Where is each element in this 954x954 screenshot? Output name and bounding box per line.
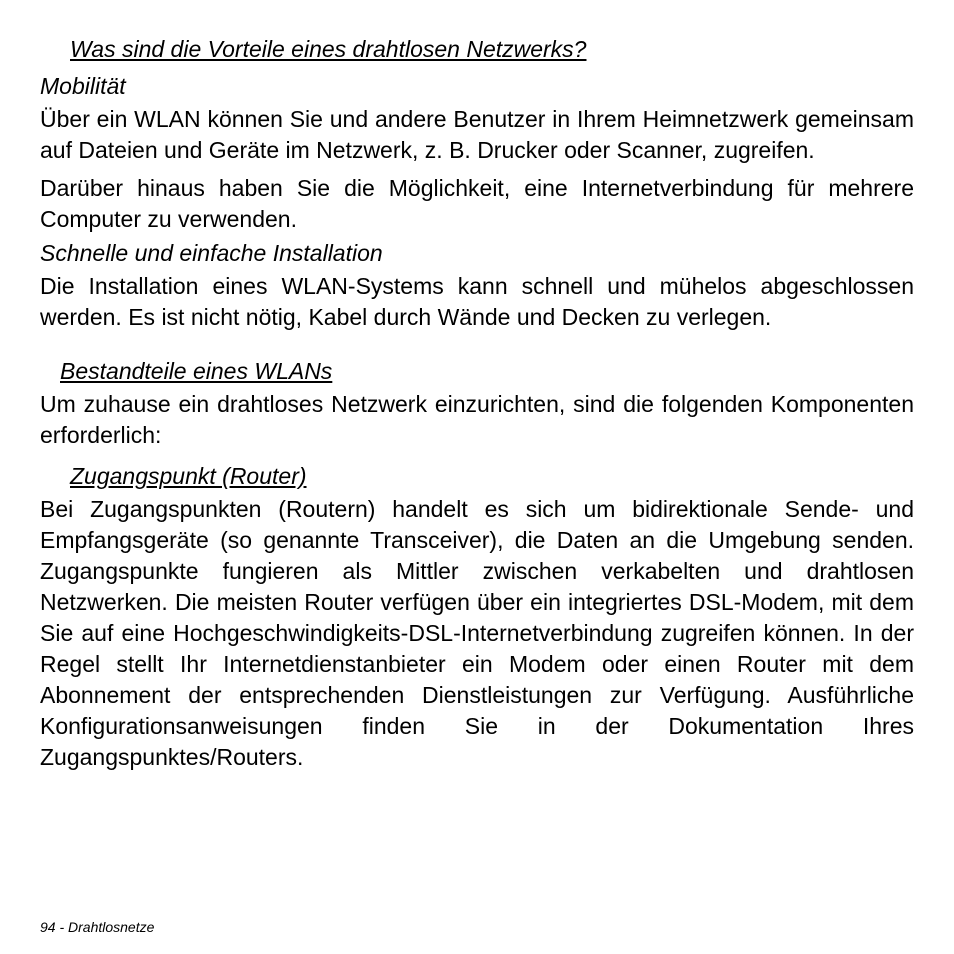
paragraph-mobility-1: Über ein WLAN können Sie und andere Benutzer in Ihrem Heimnetzwerk gemeinsam auf Dateien und Geräte im Netzwerk, z. B. Drucker oder Scanner, zugreifen. — [40, 106, 914, 163]
heading-wlan-components: Bestandteile eines WLANs — [60, 358, 333, 384]
heading-mobility: Mobilität — [40, 73, 126, 99]
heading-router: Zugangspunkt (Router) — [70, 463, 307, 489]
paragraph-router: Bei Zugangspunkten (Routern) handelt es sich um bidirektionale Sende- und Empfangsgeräte (so genannte Transceiver), die Daten an die Umgebung senden. Zugangspunkte fungieren als Mittler zwischen verkabelten und drahtlosen Netzwerken. Die meisten Router verfügen über ein integriertes DSL-Modem, mit dem Sie auf eine Hochgeschwindigkeits-DSL-Internetverbindung zugreifen können. In der Regel stellt Ihr Internetdienstanbieter ein Modem oder einen Router mit dem Abonnement der entsprechenden Dienstleistungen zur Verfügung. Ausführliche Konfigurationsanweisungen finden Sie in der Dokumentation Ihres Zugangspunktes/Routers. — [40, 496, 914, 770]
paragraph-mobility-2: Darüber hinaus haben Sie die Möglichkeit, eine Internetverbindung für mehrere Computer zu verwenden. — [40, 175, 914, 232]
paragraph-installation: Die Installation eines WLAN-Systems kann schnell und mühelos abgeschlossen werden. Es ist nicht nötig, Kabel durch Wände und Decken zu verlegen. — [40, 273, 914, 330]
heading-wireless-advantages: Was sind die Vorteile eines drahtlosen Netzwerks? — [70, 36, 587, 62]
paragraph-components: Um zuhause ein drahtloses Netzwerk einzurichten, sind die folgenden Komponenten erforderlich: — [40, 391, 914, 448]
heading-installation: Schnelle und einfache Installation — [40, 240, 383, 266]
page-footer: 94 - Drahtlosnetze — [40, 919, 155, 935]
document-page — [40, 30, 914, 773]
